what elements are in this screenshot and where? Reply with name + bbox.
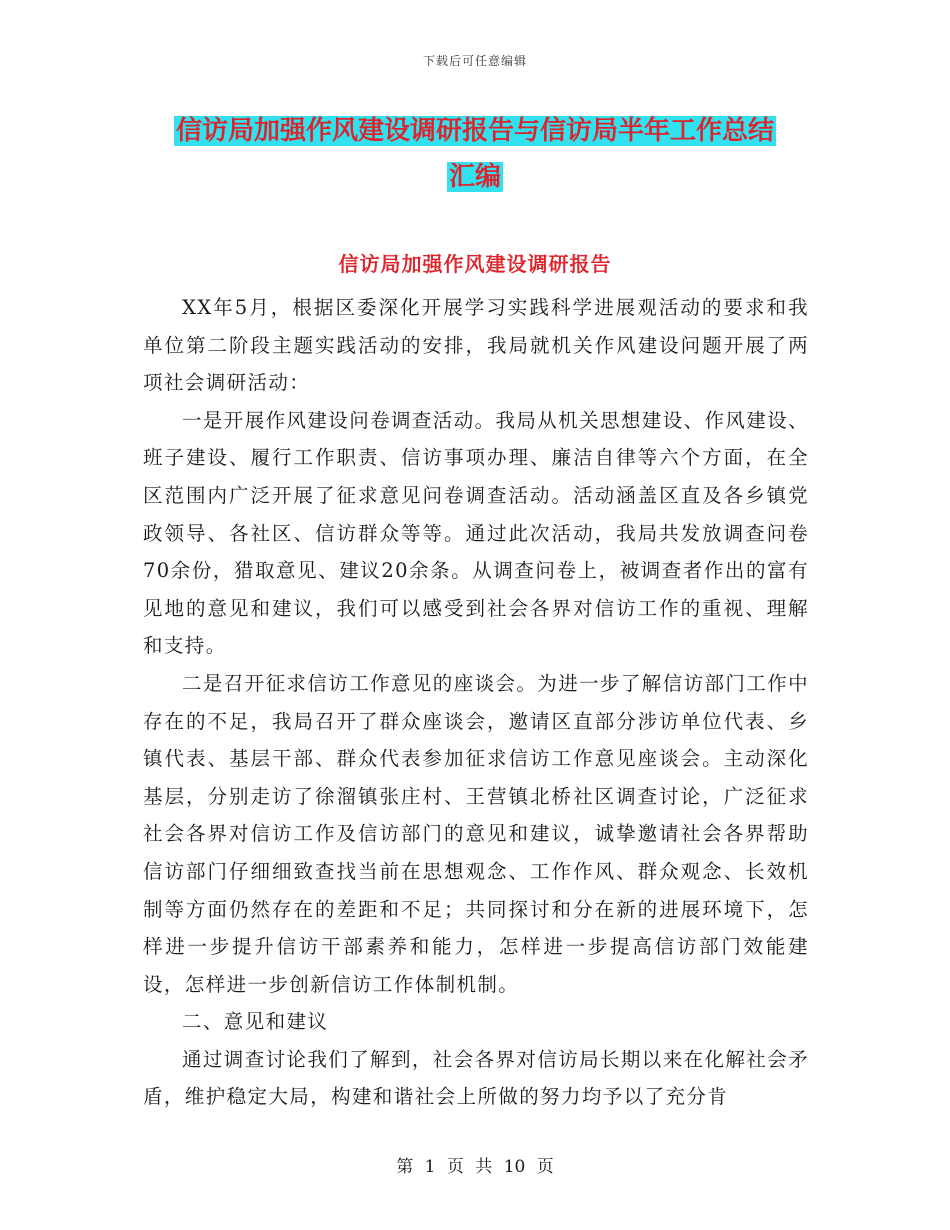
- paragraph: 通过调查讨论我们了解到，社会各界对信访局长期以来在化解社会矛盾，维护稳定大局，构建和谐社会上所做的努力均予以了充分肯: [143, 1047, 810, 1109]
- paragraph: 一是开展作风建设问卷调查活动。我局从机关思想建设、作风建设、班子建设、履行工作职责、信访事项办理、廉洁自律等六个方面，在全区范围内广泛开展了征求意见问卷调查活动。活动涵盖区直及各乡镇党政领导、各社区、信访群众等等。通过此次活动，我局共发放调查问卷70余份，猎取意见、建议20余条。从调查问卷上，被调查者作出的富有见地的意见和建议，我们可以感受到社会各界对信访工作的重视、理解和支持。: [143, 408, 810, 658]
- paragraph: 二是召开征求信访工作意见的座谈会。为进一步了解信访部门工作中存在的不足，我局召开了群众座谈会，邀请区直部分涉访单位代表、乡镇代表、基层干部、群众代表参加征求信访工作意见座谈会。主动深化基层，分别走访了徐溜镇张庄村、王营镇北桥社区调查讨论，广泛征求社会各界对信访工作及信访部门的意见和建议，诚挚邀请社会各界帮助信访部门仔细细致查找当前在思想观念、工作作风、群众观念、长效机制等方面仍然存在的差距和不足；共同探讨和分在新的进展环境下，怎样进一步提升信访干部素养和能力，怎样进一步提高信访部门效能建设，怎样进一步创新信访工作体制机制。: [143, 671, 810, 996]
- page-header-note: 下载后可任意编辑: [422, 54, 527, 68]
- paragraph-heading: 二、意见和建议: [182, 1010, 329, 1034]
- paragraph: XX年5月，根据区委深化开展学习实践科学进展观活动的要求和我单位第二阶段主题实践活动的安排，我局就机关作风建设问题开展了两项社会调研活动：: [143, 296, 809, 395]
- title-highlight: 信访局加强作风建设调研报告与信访局半年工作总结: [175, 116, 774, 146]
- title-highlight: 汇编: [448, 162, 501, 192]
- document-title-line-2: [0, 154, 950, 200]
- document-body: [143, 289, 809, 1116]
- page-number: 第 1 页 共 10 页: [396, 1157, 554, 1177]
- section-title: 信访局加强作风建设调研报告: [338, 252, 612, 276]
- document-title: [0, 108, 950, 200]
- document-title-line-1: [0, 108, 950, 154]
